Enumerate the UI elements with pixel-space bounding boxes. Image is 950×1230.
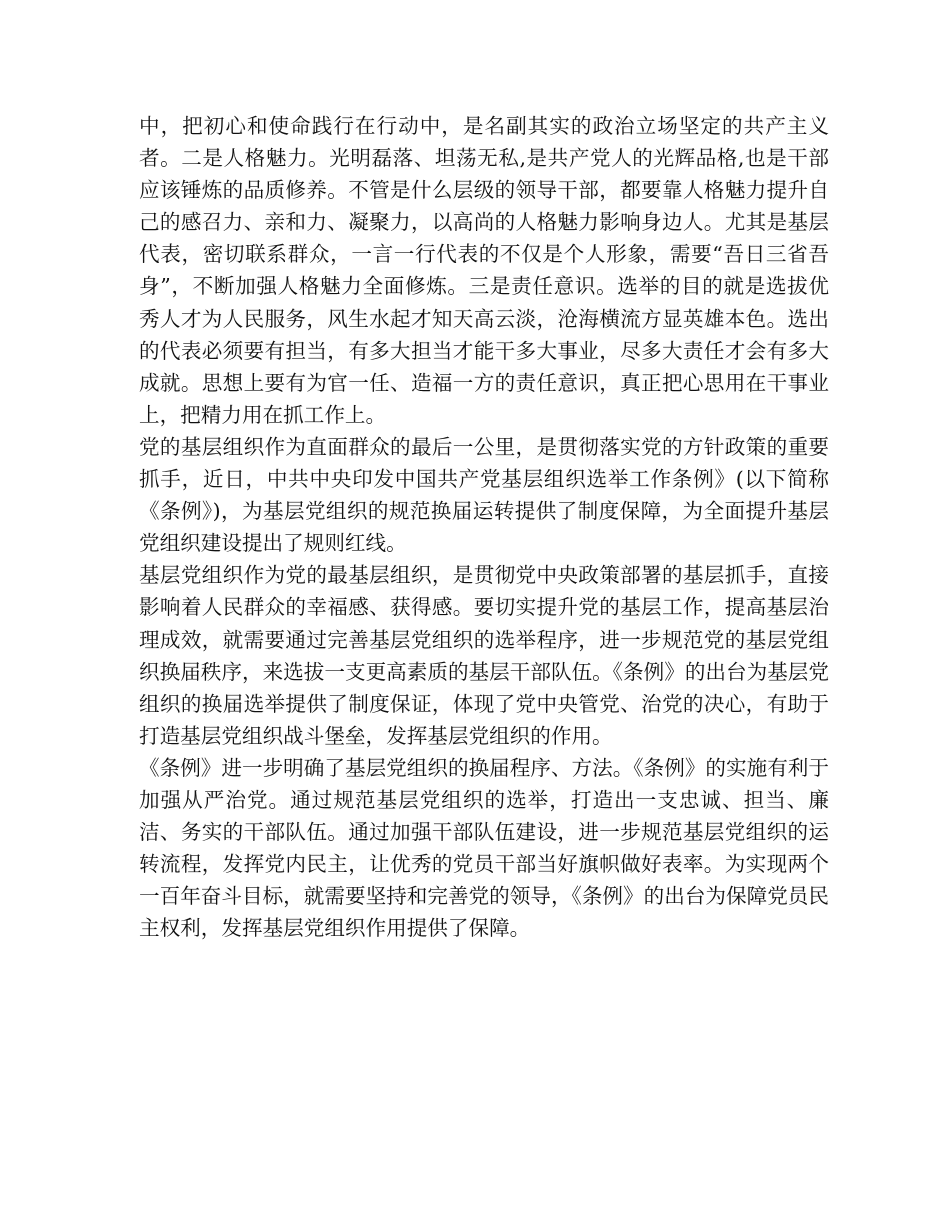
- paragraph-regulations-significance: 《条例》进一步明确了基层党组织的换届程序、方法。《条例》的实施有利于加强从严治党。通过规范基层党组织的选举，打造出一支忠诚、担当、廉洁、务实的干部队伍。通过加强干部队伍建设，进一步规范基层党组织的运转流程，发挥党内民主，让优秀的党员干部当好旗帜做好表率。为实现两个一百年奋斗目标，就需要坚持和完善党的领导，《条例》的出台为保障党员民主权利，发挥基层党组织作用提供了保障。: [139, 755, 829, 941]
- document-body: [139, 110, 829, 944]
- paragraph-regulations-introduction: 党的基层组织作为直面群众的最后一公里，是贯彻落实党的方针政策的重要抓手，近日，中共中央印发中国共产党基层组织选举工作条例》(以下简称《条例》)，为基层党组织的规范换届运转提供了制度保障，为全面提升基层党组织建设提出了规则红线。: [139, 434, 829, 556]
- paragraph-grassroots-organization-role: 基层党组织作为党的最基层组织，是贯彻党中央政策部署的基层抓手，直接影响着人民群众的幸福感、获得感。要切实提升党的基层工作，提高基层治理成效，就需要通过完善基层党组织的选举程序，进一步规范党的基层党组织换届秩序，来选拔一支更高素质的基层干部队伍。《条例》的出台为基层党组织的换届选举提供了制度保证，体现了党中央管党、治党的决心，有助于打造基层党组织战斗堡垒，发挥基层党组织的作用。: [139, 563, 829, 748]
- paragraph-continuation-personal-qualities: 中，把初心和使命践行在行动中，是名副其实的政治立场坚定的共产主义者。二是人格魅力。光明磊落、坦荡无私,是共产党人的光辉品格,也是干部应该锤炼的品质修养。不管是什么层级的领导干部，都要靠人格魅力提升自己的感召力、亲和力、凝聚力，以高尚的人格魅力影响身边人。尤其是基层代表，密切联系群众，一言一行代表的不仅是个人形象，需要“吾日三省吾身”，不断加强人格魅力全面修炼。三是责任意识。选举的目的就是选拔优秀人才为人民服务，风生水起才知天高云淡，沧海横流方显英雄本色。选出的代表必须要有担当，有多大担当才能干多大事业，尽多大责任才会有多大成就。思想上要有为官一任、造福一方的责任意识，真正把心思用在干事业上，把精力用在抓工作上。: [139, 114, 829, 427]
